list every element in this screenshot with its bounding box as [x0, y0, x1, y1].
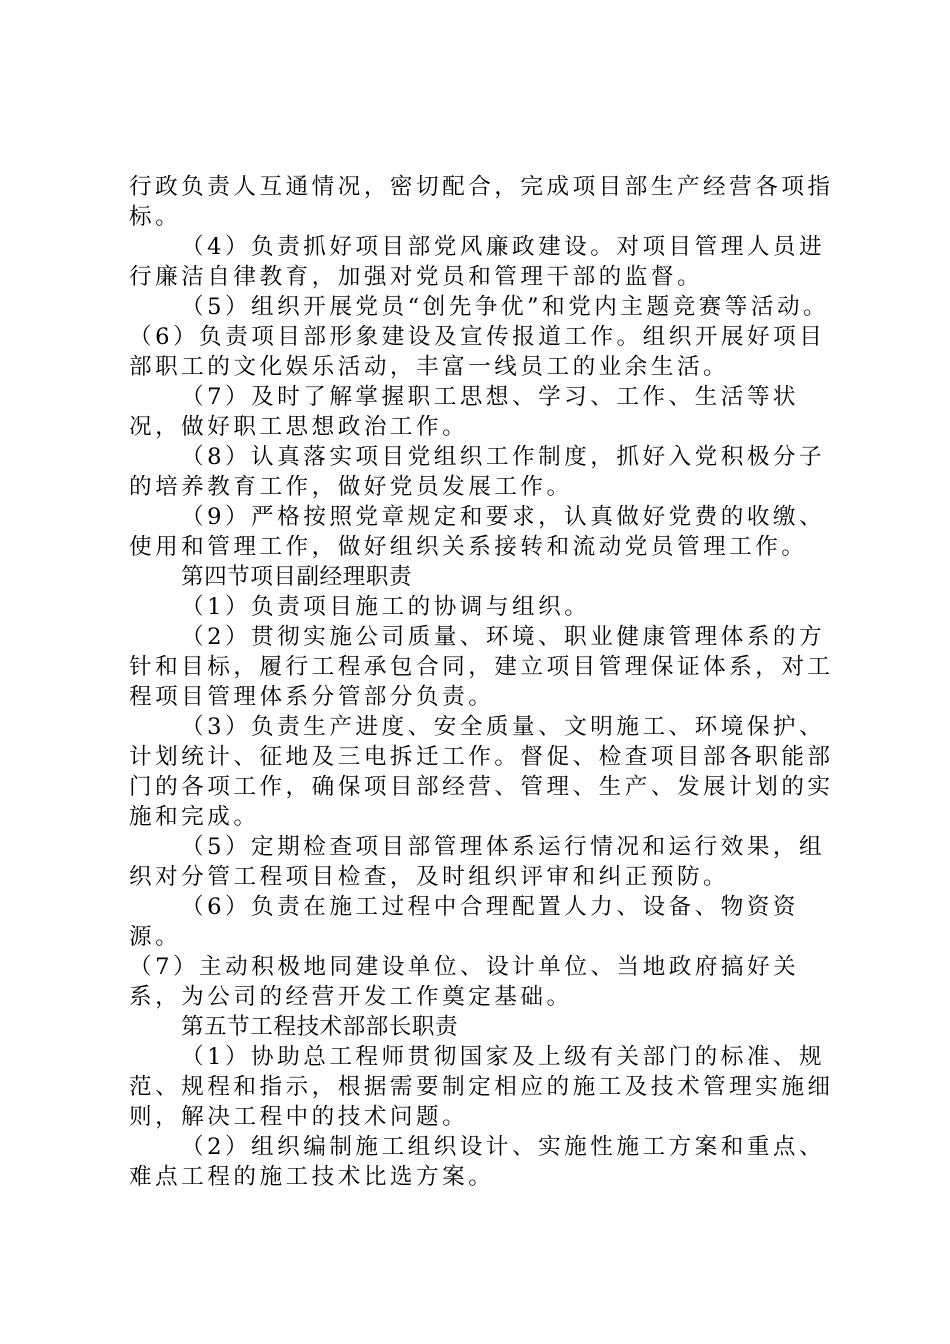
paragraph: （8）认真落实项目党组织工作制度，抓好入党积极分子的培养教育工作，做好党员发展工作。 — [129, 444, 826, 500]
paragraph: 行政负责人互通情况，密切配合，完成项目部生产经营各项指标。 — [129, 174, 834, 230]
paragraph: （4）负责抓好项目部党风廉政建设。对项目管理人员进行廉洁自律教育，加强对党员和管理干部的监督。 — [129, 234, 826, 290]
paragraph: （1）协助总工程师贯彻国家及上级有关部门的标准、规范、规程和指示，根据需要制定相应的施工及技术管理实施细则，解决工程中的技术问题。 — [129, 1044, 834, 1130]
section-heading: 第四节项目副经理职责 — [181, 564, 412, 590]
paragraph: （6）负责项目部形象建设及宣传报道工作。组织开展好项目部职工的文化娱乐活动，丰富一线员工的业余生活。 — [129, 324, 826, 380]
document-body — [129, 172, 851, 1192]
paragraph: （3）负责生产进度、安全质量、文明施工、环境保护、计划统计、征地及三电拆迁工作。督促、检查项目部各职能部门的各项工作，确保项目部经营、管理、生产、发展计划的实施和完成。 — [129, 714, 834, 830]
paragraph: （5）定期检查项目部管理体系运行情况和运行效果，组织对分管工程项目检查，及时组织评审和纠正预防。 — [129, 834, 826, 890]
section-heading: 第五节工程技术部部长职责 — [181, 1014, 459, 1040]
paragraph: （2）贯彻实施公司质量、环境、职业健康管理体系的方针和目标，履行工程承包合同，建立项目管理保证体系，对工程项目管理体系分管部分负责。 — [129, 624, 834, 710]
paragraph: （9）严格按照党章规定和要求，认真做好党费的收缴、使用和管理工作，做好组织关系接转和流动党员管理工作。 — [129, 504, 826, 560]
paragraph: （7）及时了解掌握职工思想、学习、工作、生活等状况，做好职工思想政治工作。 — [129, 384, 800, 440]
paragraph: （2）组织编制施工组织设计、实施性施工方案和重点、难点工程的施工技术比选方案。 — [129, 1134, 826, 1190]
paragraph: （5）组织开展党员“创先争优”和党内主题竞赛等活动。 — [181, 294, 830, 320]
paragraph: （1）负责项目施工的协调与组织。 — [181, 594, 591, 620]
paragraph: （7）主动积极地同建设单位、设计单位、当地政府搞好关系，为公司的经营开发工作奠定基础。 — [129, 954, 800, 1010]
paragraph: （6）负责在施工过程中合理配置人力、设备、物资资源。 — [129, 894, 800, 950]
